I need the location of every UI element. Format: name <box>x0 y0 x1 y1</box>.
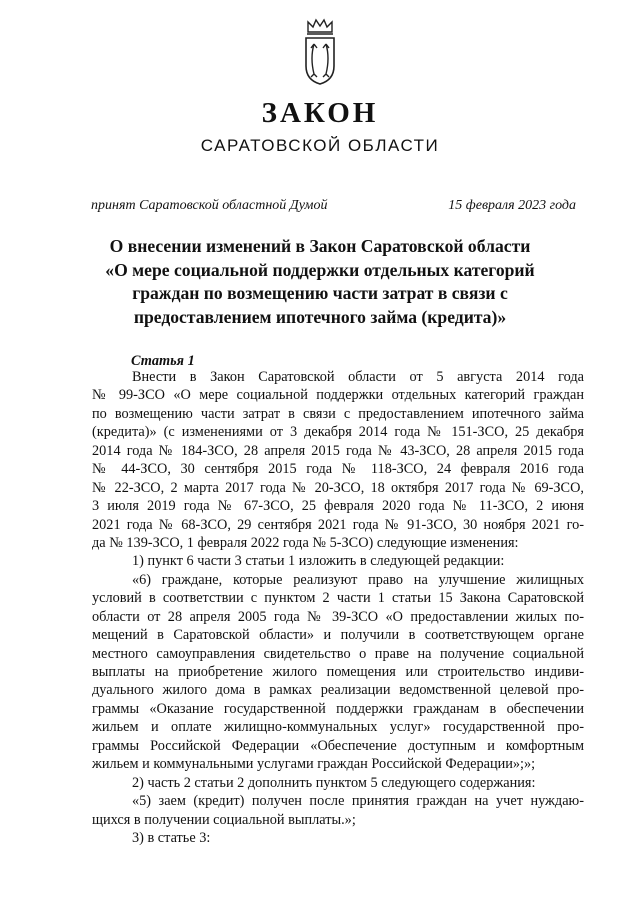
article-text-line: № 44-ЗСО, 30 сентября 2015 года № 118-ЗСО, 24 февраля 2016 года <box>92 461 584 478</box>
article-text-line: жильем и оплате жилищно-коммунальных услуг» государственной про- <box>92 719 584 736</box>
article-text-line: № 22-ЗСО, 2 марта 2017 года № 20-ЗСО, 18 октября 2017 года № 69-ЗСО, <box>92 479 584 496</box>
article-text-line: 1) пункт 6 части 3 статьи 1 изложить в следующей редакции: <box>132 553 505 570</box>
article-label: Статья 1 <box>131 353 195 369</box>
article-text-line: щихся в получении социальной выплаты.»; <box>92 811 356 828</box>
law-heading-line: О внесении изменений в Закон Саратовской области <box>109 236 531 256</box>
article-text-line: жильем и коммунальными услугами граждан Российской Федерации»;»; <box>92 756 536 773</box>
article-text-line: местного самоуправления свидетельство о праве на получение социальной <box>92 645 584 662</box>
article-text-line: 2021 года № 68-ЗСО, 29 сентября 2021 года № 91-ЗСО, 30 ноября 2021 го- <box>92 516 584 533</box>
article-text-line: мещений в Саратовской области» и получили в соответствующем органе <box>92 627 584 644</box>
law-heading-line: граждан по возмещению части затрат в связи с <box>132 283 508 303</box>
article-text-line: 3) в статье 3: <box>132 829 211 846</box>
article-text-line: выплаты на приобретение жилого помещения или строительство индиви- <box>92 664 584 680</box>
law-heading-line: «О мере социальной поддержки отдельных категорий <box>105 259 535 280</box>
article-text-line: условий в соответствии с пунктом 2 части 1 статьи 15 Закона Саратовской <box>92 590 584 607</box>
article-text-line: 2) часть 2 статьи 2 дополнить пунктом 5 следующего содержания: <box>132 774 536 791</box>
article-text-line: граммы «Оказание государственной поддержки гражданам в обеспечении <box>92 700 584 717</box>
article-text-line: 3 июля 2019 года № 67-ЗСО, 25 февраля 2020 года № 11-ЗСО, 2 июня <box>92 498 584 515</box>
adoption-authority: принят Саратовской областной Думой <box>91 198 328 213</box>
article-text-line: (кредита)» (с изменениями от 3 декабря 2014 года № 151-ЗСО, 25 декабря <box>92 424 584 441</box>
article-text-line: Внести в Закон Саратовской области от 5 августа 2014 года <box>132 369 584 385</box>
law-heading-line: предоставлением ипотечного займа (кредита)» <box>133 306 507 327</box>
document-title: ЗАКОН <box>261 97 379 129</box>
article-text-line: дуального жилого дома в рамках реализации ведомственной целевой про- <box>92 682 584 699</box>
saratov-coat-of-arms-icon <box>302 18 338 86</box>
article-text-line: № 99-ЗСО «О мере социальной поддержки отдельных категорий граждан <box>92 387 584 404</box>
article-body <box>92 368 584 847</box>
article-text-line: области от 28 апреля 2005 года № 39-ЗСО «О предоставлении жилых по- <box>92 608 584 625</box>
document-region: САРАТОВСКОЙ ОБЛАСТИ <box>200 136 440 155</box>
article-text-line: да № 139-ЗСО, 1 февраля 2022 года № 5-ЗСО) следующие изменения: <box>92 534 519 551</box>
article-text-line: по возмещению части затрат в связи с предоставлением ипотечного займа <box>92 405 584 422</box>
article-text-line: граммы Российской Федерации «Обеспечение доступным и комфортным <box>92 737 584 754</box>
adoption-date: 15 февраля 2023 года <box>448 198 576 213</box>
law-heading <box>60 235 580 329</box>
article-text-line: 2014 года № 184-ЗСО, 28 апреля 2015 года № 43-ЗСО, 28 апреля 2015 года <box>92 442 584 459</box>
article-text-line: «6) граждане, которые реализуют право на улучшение жилищных <box>132 571 584 588</box>
article-text-line: «5) заем (кредит) получен после принятия граждан на учет нуждаю- <box>132 793 584 810</box>
